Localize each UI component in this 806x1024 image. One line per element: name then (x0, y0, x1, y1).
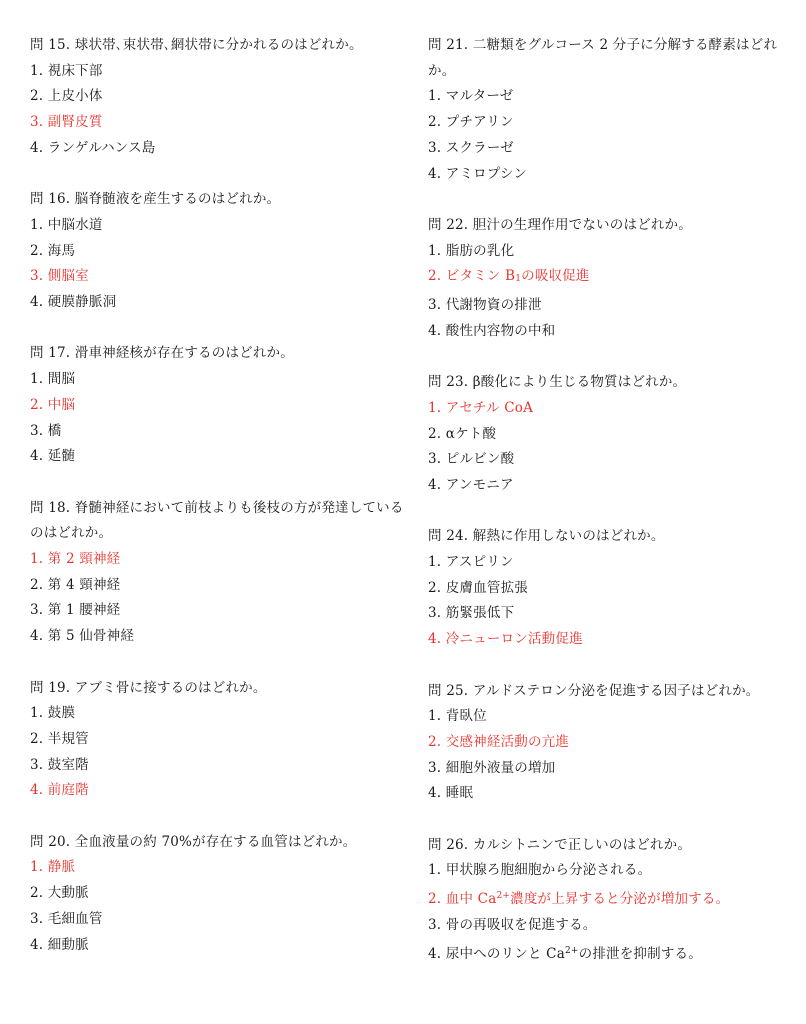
question-spacer (30, 470, 410, 496)
question-spacer (30, 650, 410, 676)
answer-option-correct (30, 855, 410, 881)
option-text: 1. 脂肪の乳化 (428, 242, 515, 259)
question-block (30, 187, 410, 316)
question-spacer (30, 316, 410, 342)
option-text: 1. アセチル CoA (428, 399, 534, 416)
superscript: 2+ (564, 945, 579, 956)
left-column (30, 33, 410, 958)
superscript: 2+ (496, 891, 511, 902)
answer-option (428, 473, 800, 499)
answer-option (428, 84, 800, 110)
answer-option (428, 110, 800, 136)
answer-option (428, 913, 800, 939)
option-text: 3. 鼓室階 (30, 756, 89, 773)
option-text: 2. 中脳 (30, 396, 76, 413)
answer-option-correct (428, 730, 800, 756)
answer-option-correct (428, 884, 800, 913)
option-text: 1. 背臥位 (428, 708, 487, 725)
question-spacer (30, 804, 410, 830)
option-text: 1. 静脈 (30, 859, 76, 876)
question-block (428, 33, 800, 187)
answer-option (30, 598, 410, 624)
answer-option (428, 858, 800, 884)
question-title: 問 25. アルドステロン分泌を促進する因子はどれか。 (428, 682, 760, 699)
answer-option-correct (30, 264, 410, 290)
option-text: 2. 血中 Ca (428, 891, 497, 908)
answer-option (428, 576, 800, 602)
answer-option (428, 136, 800, 162)
option-text: 3. 橋 (30, 422, 62, 439)
option-text: 4. 尿中へのリンと Ca (428, 945, 565, 962)
option-text: 1. アスピリン (428, 554, 514, 571)
option-text: 2. ビタミン B (428, 268, 516, 285)
answer-option (30, 881, 410, 907)
answer-option (30, 701, 410, 727)
question-spacer (428, 187, 800, 213)
option-text-continued: の排泄を抑制する。 (578, 945, 702, 962)
question-title: 問 18. 脊髄神経において前枝よりも後枝の方が発達しているのはどれか。 (30, 499, 404, 542)
option-text: 1. 鼓膜 (30, 705, 76, 722)
question-title: 問 16. 脳脊髄液を産生するのはどれか。 (30, 191, 281, 208)
answer-option (30, 59, 410, 85)
answer-option (30, 573, 410, 599)
option-text: 2. 半規管 (30, 730, 89, 747)
answer-option (428, 704, 800, 730)
question-block (428, 833, 800, 968)
question-title: 問 19. アブミ骨に接するのはどれか。 (30, 679, 267, 696)
option-text: 2. プチアリン (428, 114, 514, 131)
answer-option-correct (428, 627, 800, 653)
question-title: 問 20. 全血液量の約 70%が存在する血管はどれか。 (30, 833, 357, 850)
question-block (30, 341, 410, 470)
answer-option (428, 550, 800, 576)
answer-option (428, 162, 800, 188)
question-block (30, 33, 410, 162)
option-text: 4. アンモニア (428, 476, 514, 493)
question-spacer (428, 344, 800, 370)
answer-option-correct (428, 264, 800, 293)
answer-option-correct (30, 393, 410, 419)
answer-option (428, 239, 800, 265)
answer-option (30, 367, 410, 393)
question-block (428, 213, 800, 345)
option-text: 3. 第 1 腰神経 (30, 602, 121, 619)
question-title: 問 22. 胆汁の生理作用でないのはどれか。 (428, 216, 692, 233)
question-spacer (428, 807, 800, 833)
right-column (428, 33, 800, 967)
option-text: 1. 第 2 頸神経 (30, 551, 121, 568)
question-block (30, 676, 410, 805)
option-text: 1. 間脳 (30, 371, 76, 388)
answer-option (30, 239, 410, 265)
answer-option (30, 213, 410, 239)
question-title: 問 24. 解熱に作用しないのはどれか。 (428, 528, 665, 545)
question-title: 問 15. 球状帯､束状帯､網状帯に分かれるのはどれか。 (30, 37, 363, 53)
question-block (30, 830, 410, 959)
option-text: 1. マルターゼ (428, 88, 514, 105)
answer-option (428, 447, 800, 473)
option-text: 4. アミロプシン (428, 165, 528, 182)
option-text: 3. ピルビン酸 (428, 451, 515, 468)
answer-option (428, 422, 800, 448)
subscript: 1 (515, 274, 522, 285)
answer-option-correct (428, 396, 800, 422)
question-title: 問 26. カルシトニンで正しいのはどれか。 (428, 836, 692, 853)
answer-option (30, 907, 410, 933)
option-text: 3. 副腎皮質 (30, 114, 103, 131)
option-text: 1. 甲状腺ろ胞細胞から分泌される。 (428, 862, 652, 879)
option-text: 2. 上皮小体 (30, 88, 103, 105)
answer-option (428, 781, 800, 807)
answer-option (428, 601, 800, 627)
answer-option-correct (30, 110, 410, 136)
answer-option (30, 444, 410, 470)
option-text: 3. スクラーゼ (428, 139, 515, 156)
answer-option (428, 293, 800, 319)
option-text: 3. 細胞外液量の増加 (428, 759, 556, 776)
answer-option (30, 753, 410, 779)
option-text: 4. 硬膜静脈洞 (30, 294, 117, 311)
question-block (428, 370, 800, 499)
option-text-continued: の吸収促進 (521, 268, 590, 285)
option-text: 4. 前庭階 (30, 782, 89, 799)
question-title: 問 23. β酸化により生じる物質はどれか。 (428, 374, 687, 391)
answer-option (30, 419, 410, 445)
answer-option-correct (30, 778, 410, 804)
answer-option (428, 319, 800, 345)
question-block (428, 679, 800, 808)
answer-option-correct (30, 547, 410, 573)
answer-option (30, 933, 410, 959)
question-spacer (428, 499, 800, 525)
option-text-continued: 濃度が上昇すると分泌が増加する。 (510, 891, 730, 908)
answer-option (428, 756, 800, 782)
option-text: 3. 代謝物資の排泄 (428, 297, 542, 314)
option-text: 3. 毛細血管 (30, 910, 103, 927)
option-text: 4. 酸性内容物の中和 (428, 322, 556, 339)
answer-option (30, 624, 410, 650)
option-text: 3. 側脳室 (30, 268, 89, 285)
option-text: 2. 第 4 頸神経 (30, 576, 121, 593)
option-text: 2. 海馬 (30, 242, 76, 259)
option-text: 3. 骨の再吸収を促進する。 (428, 916, 597, 933)
option-text: 2. αケト酸 (428, 425, 497, 442)
option-text: 1. 中脳水道 (30, 216, 103, 233)
option-text: 2. 大動脈 (30, 885, 89, 902)
option-text: 4. 第 5 仙骨神経 (30, 628, 135, 645)
option-text: 4. ランゲルハンス島 (30, 139, 156, 156)
question-spacer (428, 653, 800, 679)
question-block (428, 524, 800, 653)
question-spacer (30, 162, 410, 188)
answer-option (30, 136, 410, 162)
answer-option (428, 939, 800, 968)
option-text: 2. 交感神経活動の亢進 (428, 733, 570, 750)
option-text: 3. 筋緊張低下 (428, 605, 515, 622)
question-title: 問 17. 滑車神経核が存在するのはどれか。 (30, 345, 294, 362)
option-text: 4. 冷ニューロン活動促進 (428, 631, 583, 648)
question-title: 問 21. 二糖類をグルコース 2 分子に分解する酵素はどれか。 (428, 37, 778, 79)
answer-option (30, 290, 410, 316)
option-text: 4. 睡眠 (428, 785, 474, 802)
question-block (30, 496, 410, 650)
answer-option (30, 727, 410, 753)
option-text: 2. 皮膚血管拡張 (428, 579, 528, 596)
option-text: 4. 延髄 (30, 448, 76, 465)
option-text: 4. 細動脈 (30, 936, 89, 953)
option-text: 1. 視床下部 (30, 62, 103, 79)
answer-option (30, 84, 410, 110)
